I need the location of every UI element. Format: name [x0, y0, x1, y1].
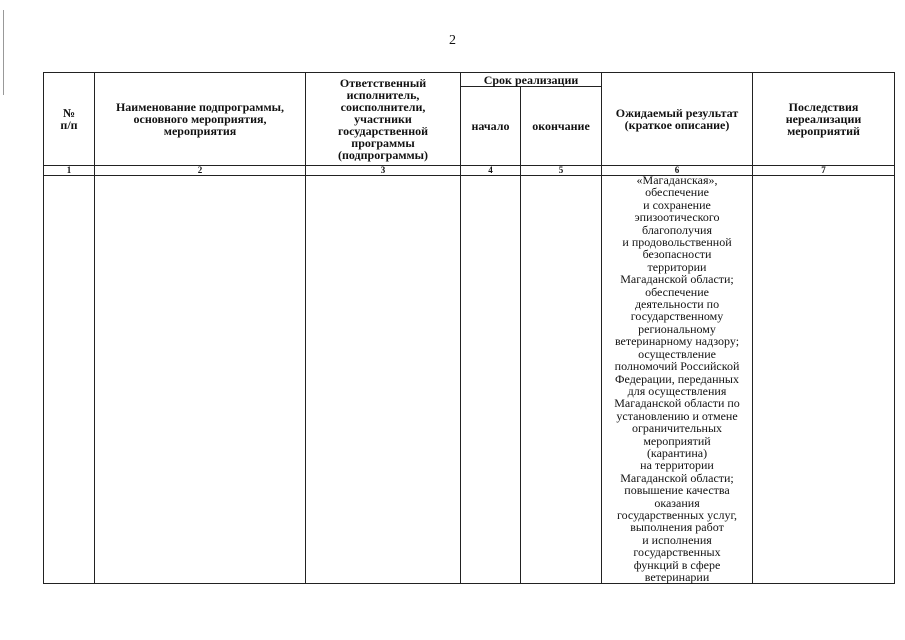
cell-responsible [306, 176, 461, 584]
column-number-row [44, 166, 895, 176]
column-number: 5 [521, 166, 602, 176]
column-number: 7 [753, 166, 895, 176]
table-row [44, 176, 895, 584]
column-number: 2 [95, 166, 306, 176]
header-end: окончание [521, 87, 602, 166]
column-number: 4 [461, 166, 521, 176]
expected-result-text: «Магаданская», обеспечение и сохранение эпизоотического благополучия и продовольственной безопасности территории Магаданской области; обеспечение деятельности по государственному региональному ветеринарному надзору; осуществление полномочий Российской Федерации, переданных для осуществления Магаданской области по установлению и отмене ограничительных мероприятий (карантина) на территории Магаданской области; повышение качества оказания государственных услуг, выполнения работ и исполнения государственных функций в сфере ветеринарии [614, 173, 740, 584]
column-number: 3 [306, 166, 461, 176]
header-num: № п/п [44, 73, 95, 166]
column-number: 6 [602, 166, 753, 176]
program-table [43, 72, 895, 584]
cell-result [602, 173, 753, 584]
cell-name [95, 176, 306, 584]
header-result: Ожидаемый результат (краткое описание) [602, 73, 753, 166]
header-term-group: Срок реализации [461, 73, 602, 87]
header-responsible: Ответственный исполнитель, соисполнители, участники государственной программы (подпрограммы) [306, 73, 461, 166]
scan-edge-line [3, 10, 4, 95]
cell-num [44, 176, 95, 584]
cell-consequences [753, 176, 895, 584]
cell-end [521, 176, 602, 584]
header-name: Наименование подпрограммы, основного мероприятия, мероприятия [95, 73, 306, 166]
header-consequences: Последствия нереализации мероприятий [753, 73, 895, 166]
page-number: 2 [449, 33, 456, 48]
header-start: начало [461, 87, 521, 166]
cell-start [461, 176, 521, 584]
column-number: 1 [44, 166, 95, 176]
